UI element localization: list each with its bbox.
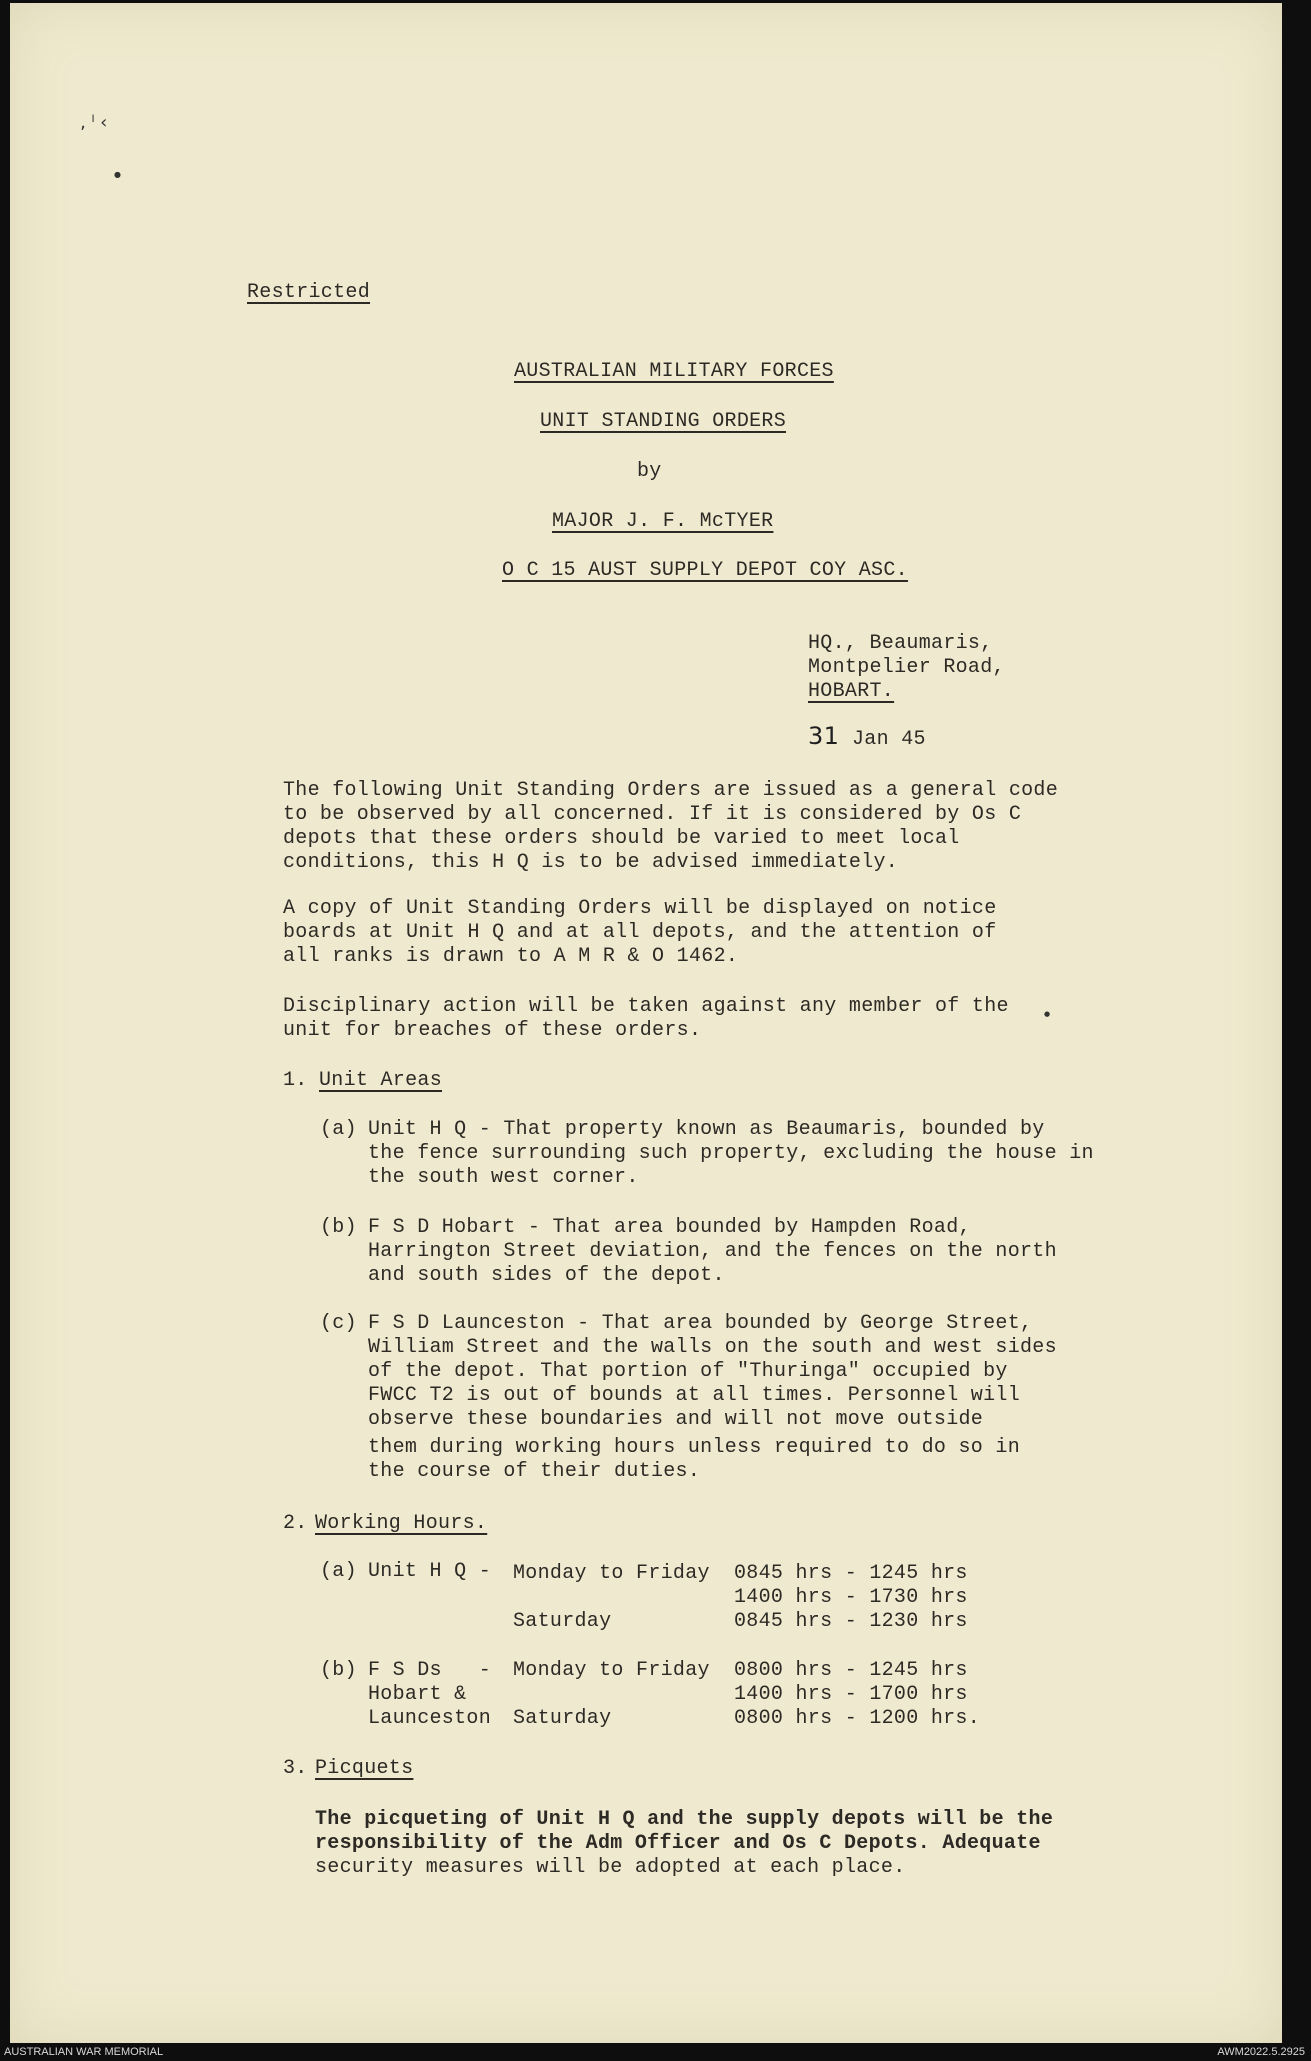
section2-item-b-unit: Launceston	[368, 1707, 492, 1730]
address-line-1: HQ., Beaumaris,	[808, 632, 993, 655]
section2-item-a-label: (a)	[320, 1560, 357, 1583]
section1-item-b-line: F S D Hobart - That area bounded by Hampden Road,	[368, 1216, 971, 1239]
section2-item-b-unit: F S Ds -	[368, 1659, 492, 1682]
title-line-3: by	[637, 460, 662, 483]
section1-item-b-label: (b)	[320, 1216, 357, 1239]
section1-item-a-line: Unit H Q - That property known as Beaumaris, bounded by	[368, 1118, 1045, 1141]
footer-archive-name: AUSTRALIAN WAR MEMORIAL	[4, 2046, 164, 2058]
section1-heading: Unit Areas	[319, 1069, 443, 1092]
section1-item-c-line: observe these boundaries and will not move outside	[368, 1408, 984, 1431]
section1-item-c-line: FWCC T2 is out of bounds at all times. Personnel will	[368, 1384, 1021, 1407]
intro-para1-line: depots that these orders should be varied to meet local	[283, 827, 960, 850]
ink-dot: ●	[1044, 1010, 1051, 1018]
section1-item-a-line: the south west corner.	[368, 1166, 639, 1189]
intro-para2-line: A copy of Unit Standing Orders will be displayed on notice	[283, 897, 997, 920]
section2-item-a-day: Monday to Friday	[513, 1562, 710, 1585]
section1-number: 1.	[283, 1069, 308, 1092]
section1-item-b-line: and south sides of the depot.	[368, 1264, 725, 1287]
section1-item-a-label: (a)	[320, 1118, 357, 1141]
section3-line: responsibility of the Adm Officer and Os C Depots. Adequate	[315, 1832, 1041, 1855]
intro-para1-line: to be observed by all concerned. If it is considered by Os C	[283, 803, 1022, 826]
title-line-2: UNIT STANDING ORDERS	[540, 410, 787, 433]
date-month-year: Jan 45	[852, 728, 926, 751]
section2-item-b-hours: 1400 hrs - 1700 hrs	[734, 1683, 968, 1706]
title-line-5: O C 15 AUST SUPPLY DEPOT COY ASC.	[502, 559, 908, 582]
intro-para3-line: Disciplinary action will be taken against any member of the	[283, 995, 1009, 1018]
intro-para3-line: unit for breaches of these orders.	[283, 1019, 702, 1042]
section2-heading: Working Hours.	[315, 1512, 488, 1535]
section1-item-b-line: Harrington Street deviation, and the fences on the north	[368, 1240, 1057, 1263]
section3-heading: Picquets	[315, 1757, 414, 1780]
section3-line: security measures will be adopted at each place.	[315, 1856, 906, 1879]
section2-item-a-hours: 0845 hrs - 1245 hrs	[734, 1562, 968, 1585]
address-line-2: Montpelier Road,	[808, 656, 1005, 679]
section2-item-b-hours: 0800 hrs - 1245 hrs	[734, 1659, 968, 1682]
intro-para2-line: all ranks is drawn to A M R & O 1462.	[283, 945, 739, 968]
intro-para2-line: boards at Unit H Q and at all depots, and the attention of	[283, 921, 997, 944]
intro-para1-line: conditions, this H Q is to be advised immediately.	[283, 851, 899, 874]
ink-mark: ‚ ˡ ‹	[80, 112, 108, 133]
ink-dot: ●	[114, 170, 121, 179]
section2-item-b-label: (b)	[320, 1659, 357, 1682]
section1-item-c-line: the course of their duties.	[368, 1460, 701, 1483]
section2-item-b-unit: Hobart &	[368, 1683, 467, 1706]
section2-item-a-unit: Unit H Q -	[368, 1560, 492, 1583]
address-line-3: HOBART.	[808, 680, 895, 703]
section2-item-b-day: Saturday	[513, 1707, 612, 1730]
section1-item-c-line: William Street and the walls on the south and west sides	[368, 1336, 1057, 1359]
section2-item-b-day: Monday to Friday	[513, 1659, 710, 1682]
section2-item-a-hours: 1400 hrs - 1730 hrs	[734, 1586, 968, 1609]
section1-item-c-label: (c)	[320, 1312, 357, 1335]
date-day-handwritten: 31	[808, 722, 840, 750]
section3-number: 3.	[283, 1757, 308, 1780]
intro-para1-line: The following Unit Standing Orders are issued as a general code	[283, 779, 1059, 802]
section1-item-c-line: F S D Launceston - That area bounded by George Street,	[368, 1312, 1033, 1335]
title-line-1: AUSTRALIAN MILITARY FORCES	[514, 360, 834, 383]
section2-item-a-hours: 0845 hrs - 1230 hrs	[734, 1610, 968, 1633]
classification-label: Restricted	[247, 281, 371, 304]
section2-item-b-hours: 0800 hrs - 1200 hrs.	[734, 1707, 981, 1730]
section2-number: 2.	[283, 1512, 308, 1535]
section1-item-a-line: the fence surrounding such property, excluding the house in	[368, 1142, 1094, 1165]
section1-item-c-line: them during working hours unless required to do so in	[368, 1436, 1021, 1459]
footer-item-id: AWM2022.5.2925	[1217, 2046, 1305, 2058]
section3-line: The picqueting of Unit H Q and the supply depots will be the	[315, 1808, 1054, 1831]
title-line-4: MAJOR J. F. McTYER	[552, 510, 774, 533]
section2-item-a-day: Saturday	[513, 1610, 612, 1633]
section1-item-c-line: of the depot. That portion of "Thuringa" occupied by	[368, 1360, 1008, 1383]
